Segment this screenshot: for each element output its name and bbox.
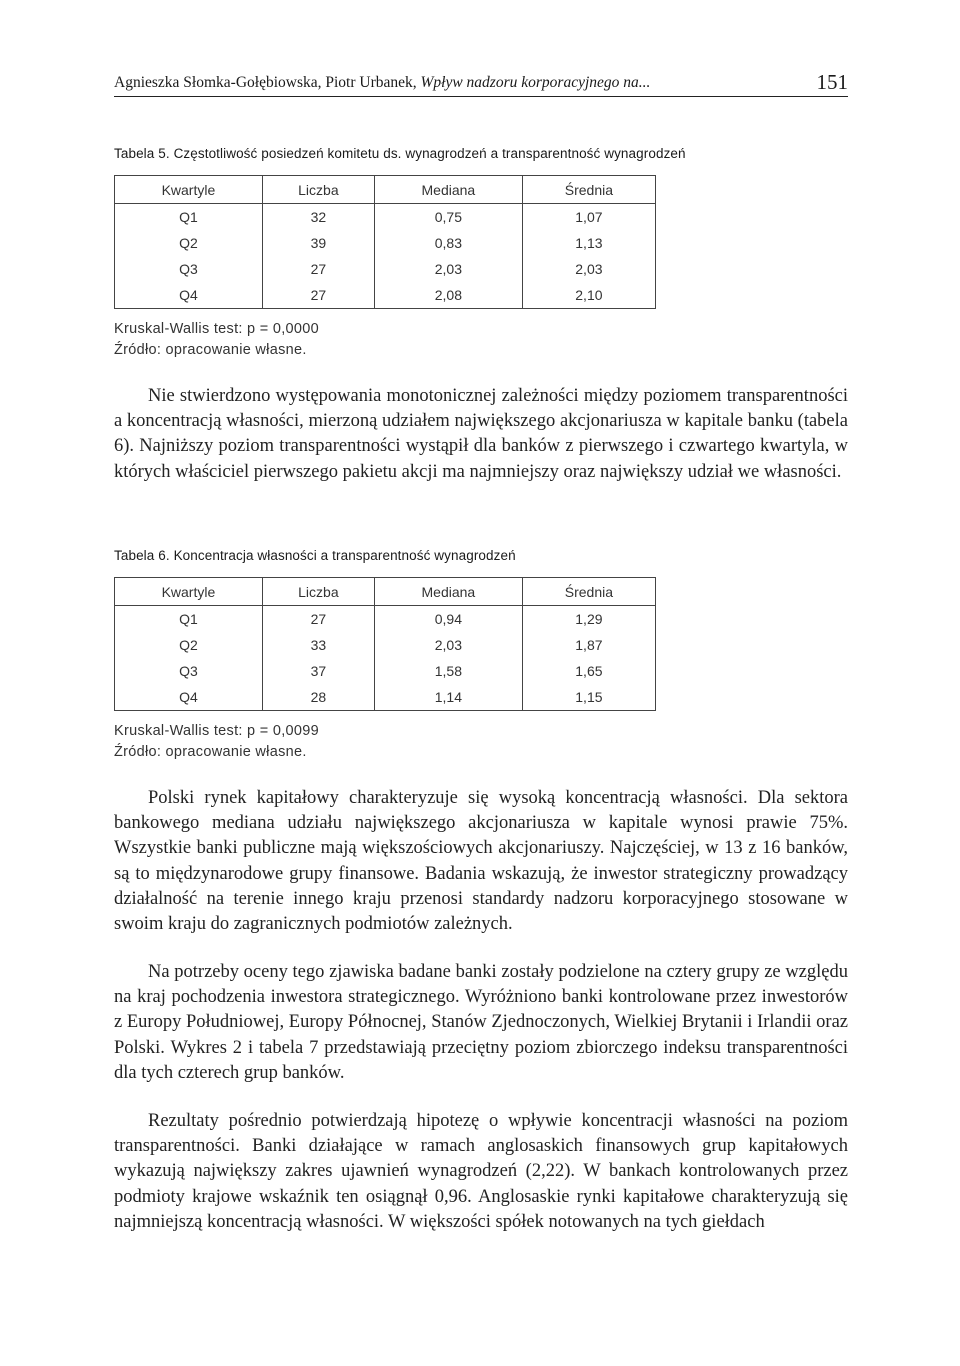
- table5-row: [115, 282, 656, 309]
- table6-cell: 1,14: [374, 684, 522, 711]
- body-paragraph: Rezultaty pośrednio potwierdzają hipotezę o wpływie koncentracji własności na poziom transparentności. Banki działające w ramach anglosaskich finansowych grup kapitałowych wykazują największy zakres ujawnień wynagrodzeń (2,22). W bankach kontrolowanych przez podmioty krajowe wskaźnik ten osiągnął 0,96. Anglosaskie rynki kapitałowe charakteryzują się najmniejszą koncentracją własności. W większości spółek notowanych na tych giełdach: [114, 1111, 848, 1232]
- table5-cell: 2,03: [522, 256, 655, 282]
- table5-cell: 1,07: [522, 204, 655, 231]
- table5-header-cell: Kwartyle: [115, 176, 263, 204]
- table5-cell: 27: [262, 282, 374, 309]
- table5-cell: 2,10: [522, 282, 655, 309]
- table6-row: [115, 658, 656, 684]
- table6-cell: 28: [262, 684, 374, 711]
- table6-cell: 1,15: [522, 684, 655, 711]
- table6-test-note: Kruskal-Wallis test: p = 0,0099: [114, 723, 320, 739]
- table6-cell: 1,29: [522, 606, 655, 633]
- table6-cell: 1,65: [522, 658, 655, 684]
- table6-header-cell: Liczba: [262, 578, 374, 606]
- table5-test-note: Kruskal-Wallis test: p = 0,0000: [114, 321, 320, 337]
- table6-cell: Q2: [115, 632, 263, 658]
- table5-header-cell: Mediana: [374, 176, 522, 204]
- table6-source-note: Źródło: opracowanie własne.: [114, 744, 307, 760]
- table5-cell: 0,75: [374, 204, 522, 231]
- table6-cell: 1,58: [374, 658, 522, 684]
- table6-cell: 2,03: [374, 632, 522, 658]
- table5-source-note: Źródło: opracowanie własne.: [114, 342, 307, 358]
- table6-cell: Q3: [115, 658, 263, 684]
- table6-header-row: [115, 578, 656, 606]
- table5: [114, 175, 656, 309]
- table5-cell: 2,08: [374, 282, 522, 309]
- table6-header-cell: Średnia: [522, 578, 655, 606]
- table6-header-cell: Kwartyle: [115, 578, 263, 606]
- table5-label: Tabela 5.: [114, 146, 170, 161]
- table6-row: [115, 632, 656, 658]
- table5-cell: 39: [262, 230, 374, 256]
- body-paragraph: Nie stwierdzono występowania monotonicznej zależności między poziomem transparentności a koncentracją własności, mierzoną udziałem największego akcjonariusza w kapitale banku (tabela 6). Najniższy poziom transparentności wystąpił dla banków z pierwszego i czwartego kwartyla, w których właściciel pierwszego pakietu akcji ma najmniejszy oraz największy udział we własności.: [114, 386, 848, 482]
- table6-cell: 1,87: [522, 632, 655, 658]
- body-paragraph: Na potrzeby oceny tego zjawiska badane banki zostały podzielone na cztery grupy ze względu na kraj pochodzenia inwestora strategicznego. Wyróżniono banki kontrolowane przez inwestorów z Europy Południowej, Europy Północnej, Stanów Zjednoczonych, Wielkiej Brytanii i Irlandii oraz Polski. Wykres 2 i tabela 7 przedstawiają przeciętny poziom zbiorczego indeksu transparentności dla tych czterech grup banków.: [114, 962, 848, 1083]
- table5-cell: Q3: [115, 256, 263, 282]
- table5-row: [115, 230, 656, 256]
- table6-row: [115, 606, 656, 633]
- table5-header-cell: Liczba: [262, 176, 374, 204]
- running-head-title: Wpływ nadzoru korporacyjnego na...: [420, 74, 651, 91]
- page-number: 151: [816, 70, 848, 94]
- table6-cell: 0,94: [374, 606, 522, 633]
- table6-cell: 33: [262, 632, 374, 658]
- table5-row: [115, 256, 656, 282]
- table5-cell: 1,13: [522, 230, 655, 256]
- table5-header-row: [115, 176, 656, 204]
- table5-cell: 0,83: [374, 230, 522, 256]
- table6-header-cell: Mediana: [374, 578, 522, 606]
- table6-cell: Q1: [115, 606, 263, 633]
- table6-caption-text: Koncentracja własności a transparentność wynagrodzeń: [173, 548, 516, 563]
- table6: [114, 577, 656, 711]
- table6-label: Tabela 6.: [114, 548, 170, 563]
- table5-cell: 2,03: [374, 256, 522, 282]
- running-head-authors: Agnieszka Słomka-Gołębiowska, Piotr Urbanek, Wpływ nadzoru korporacyjnego na...: [114, 74, 651, 91]
- table5-header-cell: Średnia: [522, 176, 655, 204]
- table6-cell: 27: [262, 606, 374, 633]
- table5-cell: Q4: [115, 282, 263, 309]
- table5-cell: Q2: [115, 230, 263, 256]
- table6-row: [115, 684, 656, 711]
- body-paragraph: Polski rynek kapitałowy charakteryzuje się wysoką koncentracją własności. Dla sektora bankowego mediana udziału największego akcjonariusza w kapitale wynosi prawie 75%. Wszystkie banki publiczne mają większościowych akcjonariuszy. Najczęściej, w 13 z 16 banków, są to międzynarodowe grupy finansowe. Badania wskazują, że inwestor strategiczny prowadzący działalność na terenie innego kraju przenosi standardy nadzoru korporacyjnego stosowane w swoim kraju do zagranicznych podmiotów zależnych.: [114, 788, 848, 935]
- table6-cell: Q4: [115, 684, 263, 711]
- table6-caption: [114, 548, 516, 563]
- table5-cell: 27: [262, 256, 374, 282]
- table5-row: [115, 204, 656, 231]
- table5-caption-text: Częstotliwość posiedzeń komitetu ds. wynagrodzeń a transparentność wynagrodzeń: [173, 146, 686, 161]
- table6-cell: 37: [262, 658, 374, 684]
- table5-caption: [114, 146, 686, 161]
- running-head: [114, 70, 848, 97]
- table5-cell: Q1: [115, 204, 263, 231]
- table5-cell: 32: [262, 204, 374, 231]
